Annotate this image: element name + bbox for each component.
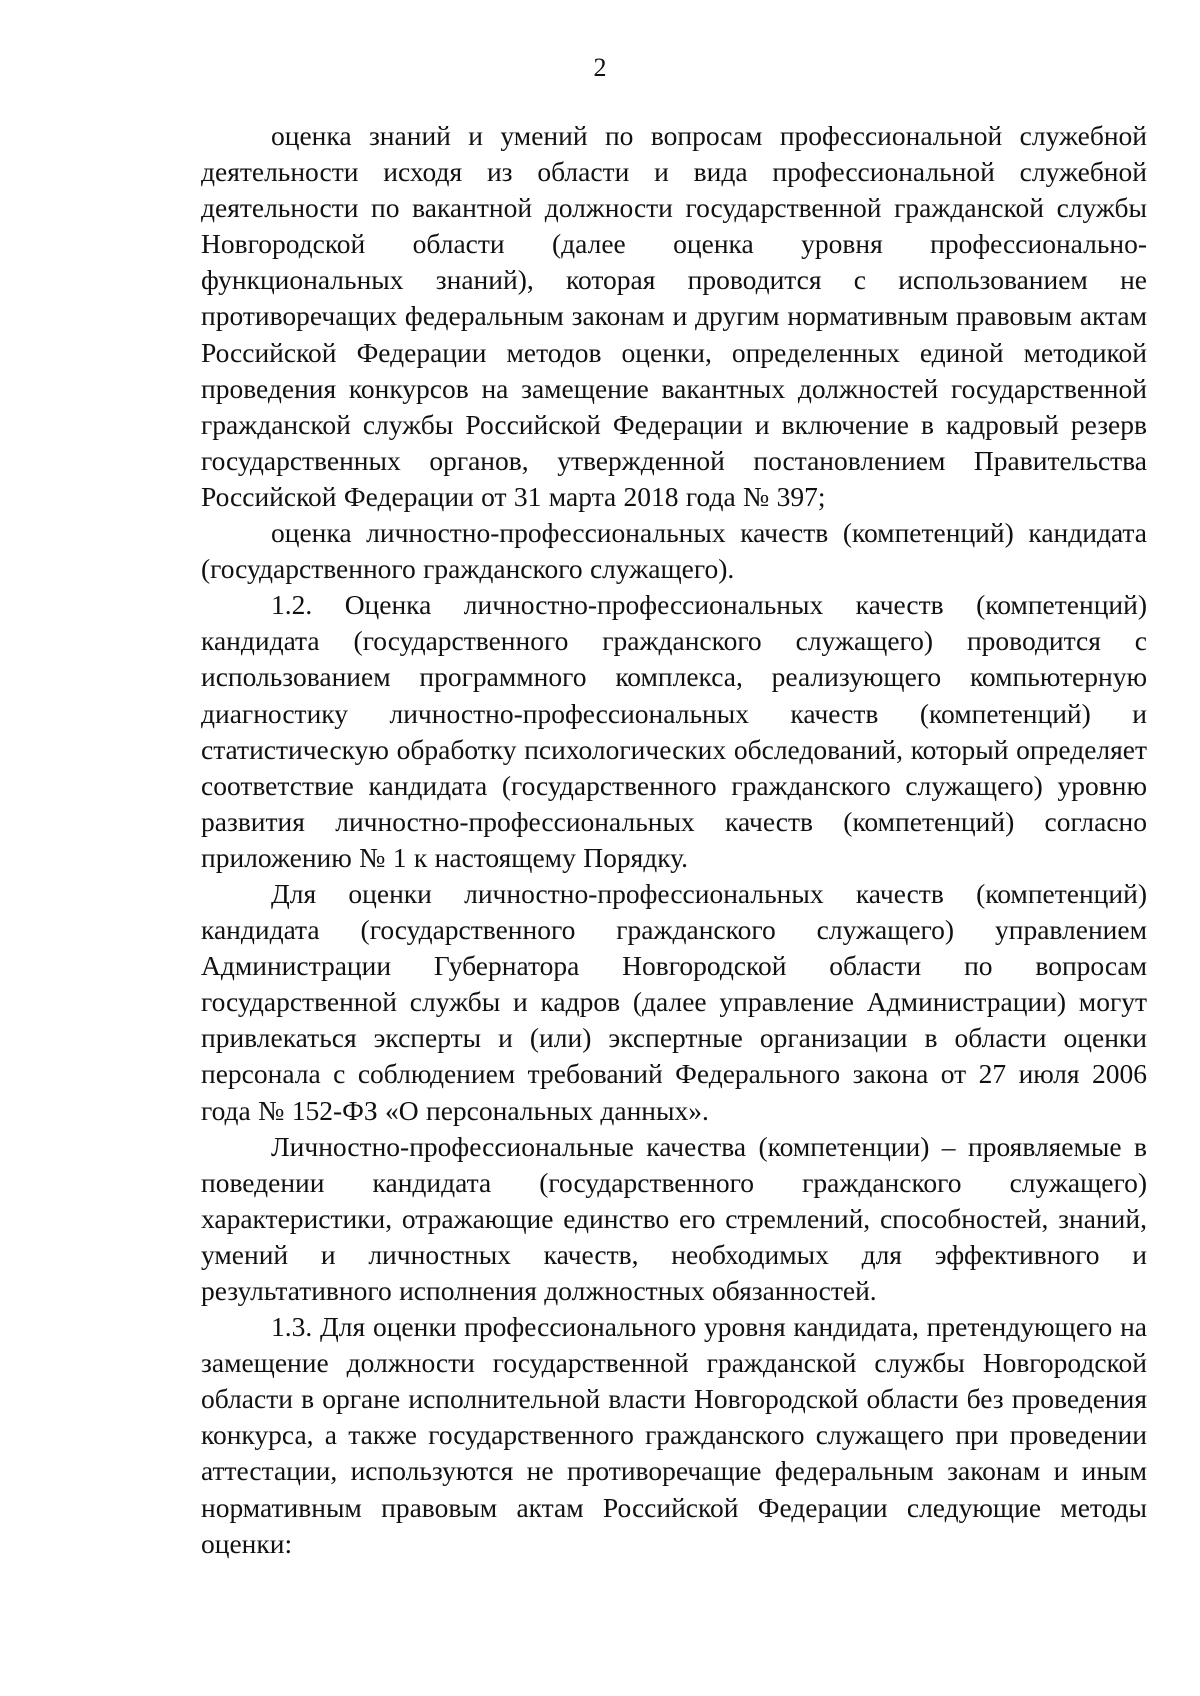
paragraph-competencies-definition: Личностно-профессиональные качества (компетенции) – проявляемые в поведении кандидата (государственного гражданского служащего) характеристики, отражающие единство его стремлений, способностей, знаний, умений и личностных качеств, необходимых для эффективного и результативного исполнения должностных обязанностей.	[201, 1130, 1147, 1306]
paragraph-experts: Для оценки личностно-профессиональных качеств (компетенций) кандидата (государственного гражданского служащего) управлением Администрации Губернатора Новгородской области по вопросам государственной службы и кадров (далее управление Администрации) могут привлекаться эксперты и (или) экспертные организации в области оценки персонала с соблюдением требований Федерального закона от 27 июля 2006 года № 152-ФЗ «О персональных данных».	[201, 877, 1147, 1126]
document-body	[201, 118, 1147, 1562]
page-number: 2	[593, 53, 607, 82]
paragraph-knowledge-assessment: оценка знаний и умений по вопросам профессиональной служебной деятельности исходя из области и вида профессиональной служебной деятельности по вакантной должности государственной гражданской службы Новгородской области (далее оценка уровня профессионально-функциональных знаний), которая проводится с использованием не противоречащих федеральным законам и другим нормативным правовым актам Российской Федерации методов оценки, определенных единой методикой проведения конкурсов на замещение вакантных должностей государственной гражданской службы Российской Федерации и включение в кадровый резерв государственных органов, утвержденной постановлением Правительства Российской Федерации от 31 марта 2018 года № 397;	[201, 120, 1147, 512]
paragraph-section-1-2: 1.2. Оценка личностно-профессиональных качеств (компетенций) кандидата (государственного гражданского служащего) проводится с использованием программного комплекса, реализующего компьютерную диагностику личностно-профессиональных качеств (компетенций) и статистическую обработку психологических обследований, который определяет соответствие кандидата (государственного гражданского служащего) уровню развития личностно-профессиональных качеств (компетенций) согласно приложению № 1 к настоящему Порядку.	[201, 589, 1147, 873]
paragraph-section-1-3: 1.3. Для оценки профессионального уровня кандидата, претендующего на замещение должности государственной гражданской службы Новгородской области в органе исполнительной власти Новгородской области без проведения конкурса, а также государственного гражданского служащего при проведении аттестации, используются не противоречащие федеральным законам и иным нормативным правовым актам Российской Федерации следующие методы оценки:	[201, 1311, 1147, 1559]
paragraph-competency-assessment: оценка личностно-профессиональных качеств (компетенций) кандидата (государственного гражданского служащего).	[201, 517, 1147, 585]
